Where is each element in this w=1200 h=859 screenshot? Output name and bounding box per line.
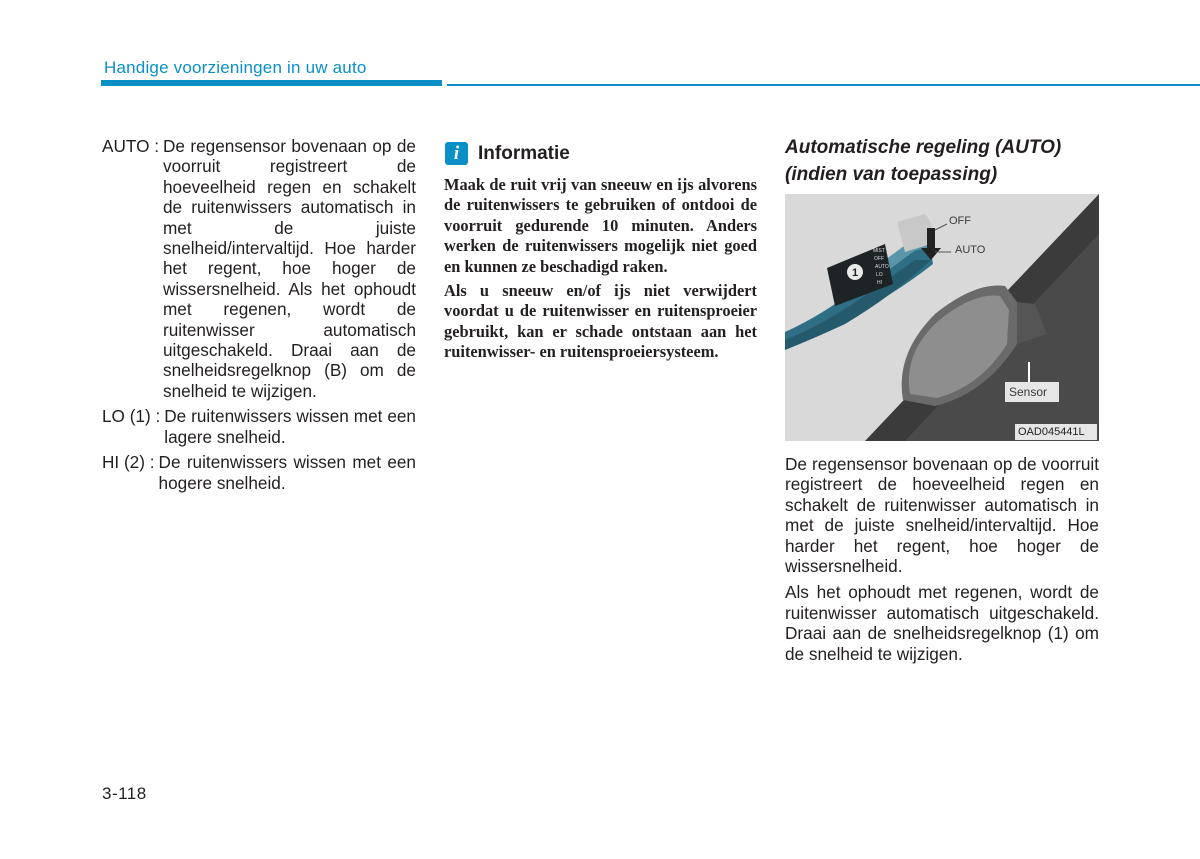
figure-illustration: [785, 194, 1099, 441]
definition-desc: De ruitenwissers wissen met een hogere snelheid.: [158, 452, 416, 493]
stalk-label: AUTO: [875, 264, 889, 270]
page-number: 3-118: [102, 784, 147, 803]
info-title: Informatie: [478, 142, 570, 164]
stalk-label: HI: [877, 280, 882, 286]
definition-term: LO (1) :: [102, 406, 161, 427]
info-body: [444, 175, 757, 367]
definition-term: HI (2) :: [102, 452, 155, 473]
figure-label-sensor: Sensor: [1009, 385, 1048, 399]
section-title: Automatische regeling (AUTO) (indien van toepassing): [785, 137, 1062, 185]
definition-item-hi: [102, 452, 416, 493]
header-rule-thick: [101, 80, 442, 86]
definition-term: AUTO :: [102, 136, 159, 156]
info-paragraph: Maak de ruit vrij van sneeuw en ijs alvorens de ruitenwissers te gebruiken of ontdooi de voorruit gedurende 10 minuten. Anders werken de ruitenwissers mogelijk niet goed en kunnen ze beschadigd raken.: [444, 175, 757, 276]
figure-label-off: OFF: [949, 215, 971, 227]
left-column: [102, 136, 416, 498]
stalk-label: LO: [876, 272, 883, 278]
header-rule-thin: [447, 84, 1200, 86]
definition-item-lo: [102, 406, 416, 447]
info-icon: i: [445, 142, 468, 165]
figure-label-auto: AUTO: [955, 244, 986, 256]
figure-marker: 1: [852, 267, 859, 279]
header-title: Handige voorzieningen in uw auto: [104, 58, 367, 77]
figure-code: OAD045441L: [1018, 426, 1085, 438]
definition-item-auto: [102, 136, 416, 401]
stalk-label: MIST: [873, 248, 885, 254]
body-paragraph: De regensensor bovenaan op de voorruit registreert de hoeveelheid regen en schakelt de ruitenwisser automatisch in met de juiste snelheid/intervaltijd. Hoe harder het regent, hoe hoger de wissersnelheid.: [785, 454, 1099, 577]
info-heading: [445, 142, 570, 165]
definition-desc: De regensensor bovenaan op de voorruit registreert de hoeveelheid regen en schakelt de ruitenwissers automatisch in met de juiste snelheid/intervaltijd. Hoe harder het regent, hoe hoger de wissersnelheid. Als het ophoudt met regenen, wordt de ruitenwisser automatisch uitgeschakeld. Draai aan de snelheidsregelknop (B) om de snelheid te wijzigen.: [162, 136, 416, 401]
stalk-label: OFF: [874, 256, 884, 262]
definition-desc: De ruitenwissers wissen met een lagere snelheid.: [164, 406, 416, 447]
body-paragraph: Als het ophoudt met regenen, wordt de ruitenwisser automatisch uitgeschakeld. Draai aan de snelheidsregelknop (1) om de snelheid te wijzigen.: [785, 582, 1099, 664]
info-paragraph: Als u sneeuw en/of ijs niet verwijdert voordat u de ruitenwisser en ruitensproeier gebruikt, kan er schade ontstaan aan het ruitenwisser- en ruitensproeiersysteem.: [444, 281, 757, 362]
right-column-body: [785, 454, 1099, 670]
figure-wiper-stalk: [785, 194, 1099, 441]
